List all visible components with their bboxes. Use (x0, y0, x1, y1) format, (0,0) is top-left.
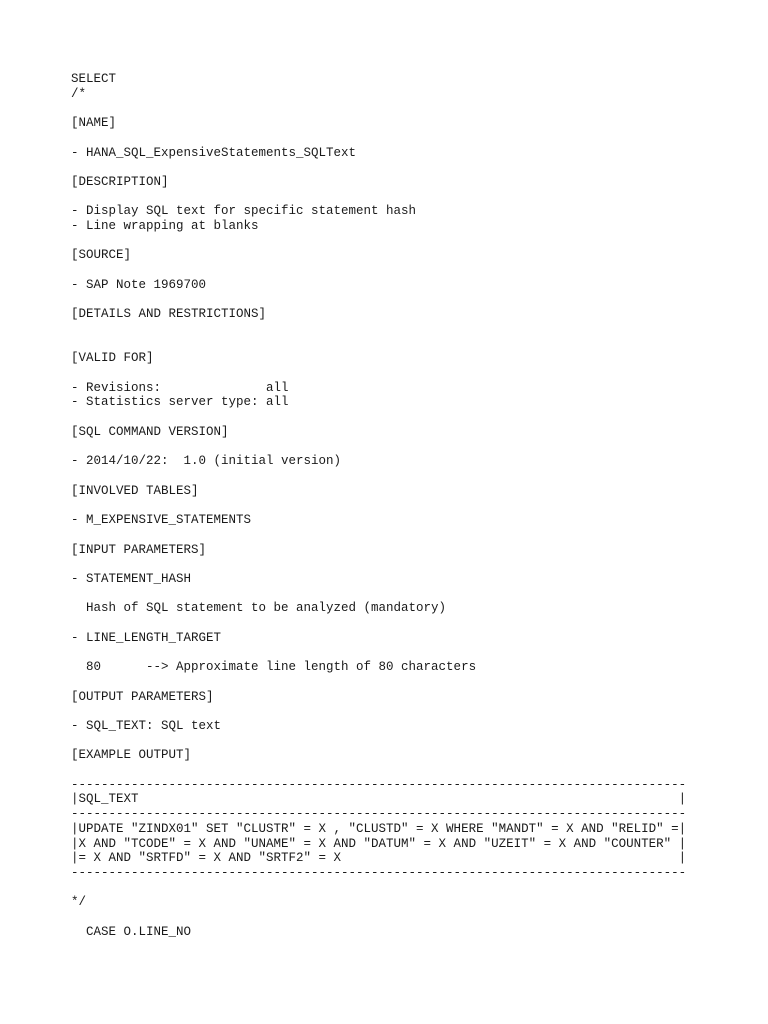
sql-code-text: SELECT /* [NAME] - HANA_SQL_ExpensiveStatements_SQLText [DESCRIPTION] - Display SQL text for specific statement hash - Line wrapping at blanks [SOURCE] - SAP Note 1969700 [DETAILS AND RESTRICTIONS] [VALID FOR] - Revisions: all - Statistics server type: all [SQL COMMAND VERSION] - 2014/10/22: 1.0 (initial version) [INVOLVED TABLES] - M_EXPENSIVE_STATEMENTS [INPUT PARAMETERS] - STATEMENT_HASH Hash of SQL statement to be analyzed (mandatory) - LINE_LENGTH_TARGET 80 --> Approximate line length of 80 characters [OUTPUT PARAMETERS] - SQL_TEXT: SQL text [EXAMPLE OUTPUT] ---------------------------------------------------------------------------------- |SQL_TEXT | ---------------------------------------------------------------------------------- |UPDATE "ZINDX01" SET "CLUSTR" = X , "CLUSTD" = X WHERE "MANDT" = X AND "RELID" =| |X AND "TCODE" = X AND "UNAME" = X AND "DATUM" = X AND "UZEIT" = X AND "COUNTER" | |= X AND "SRTFD" = X AND "SRTF2" = X | ---------------------------------------------------------------------------------- */ CASE O.LINE_NO (71, 72, 687, 939)
sql-document-page (71, 72, 711, 939)
